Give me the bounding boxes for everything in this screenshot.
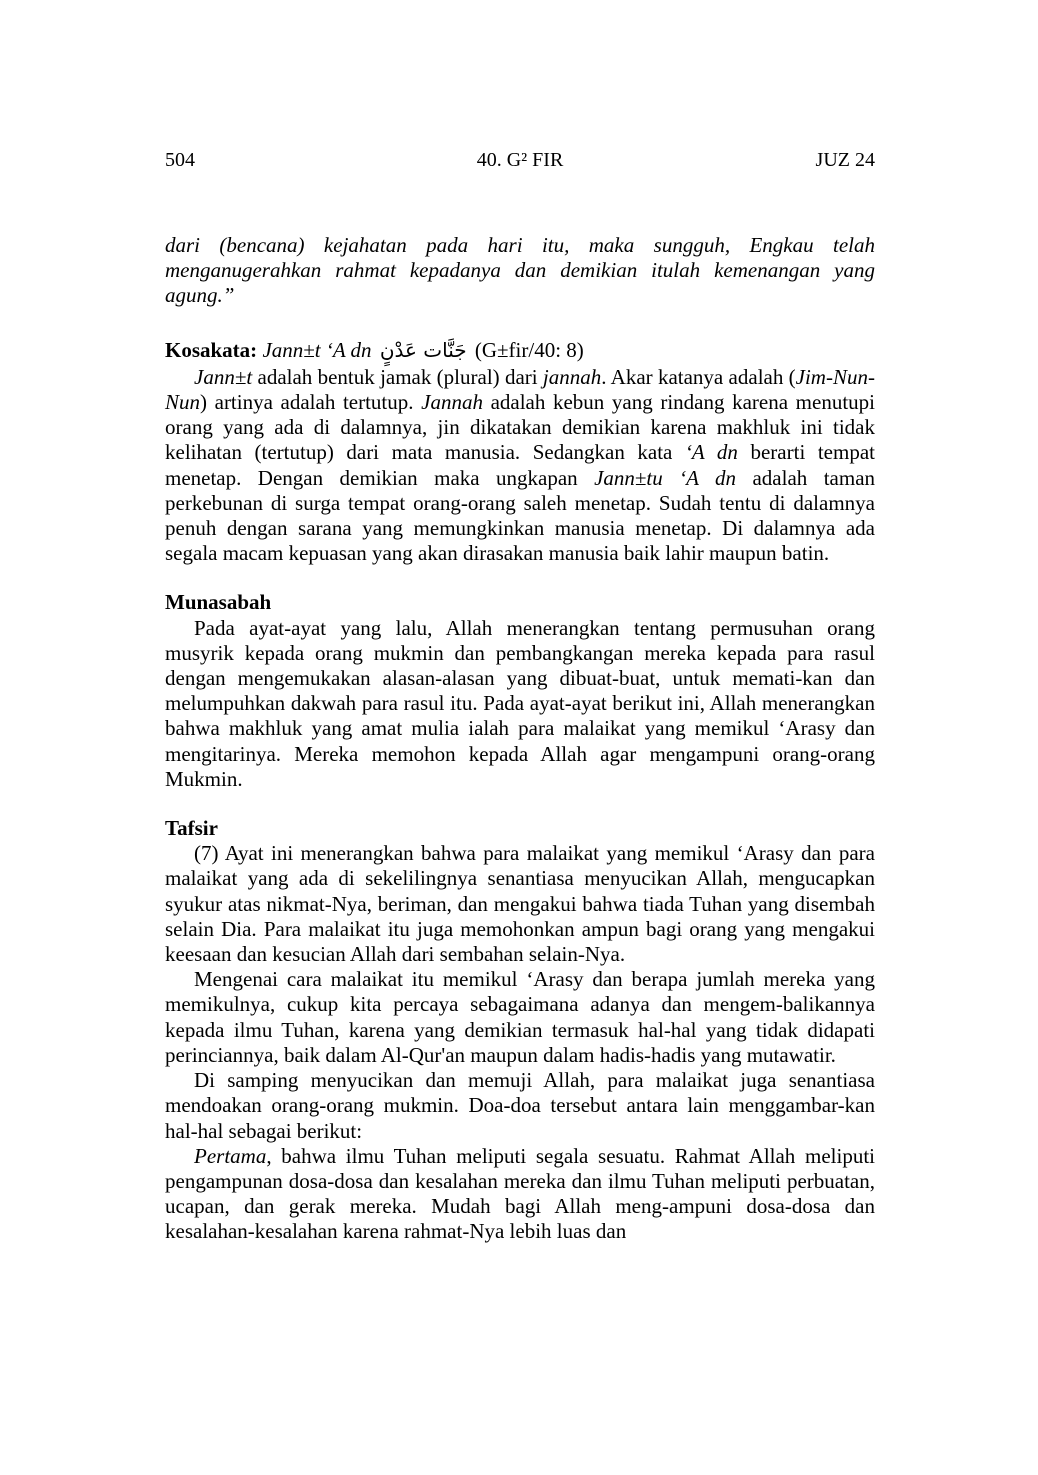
surah-title: 40. G² FIR: [476, 149, 564, 171]
text-run: ) artinya adalah tertutup.: [200, 390, 422, 415]
page-number: 504: [165, 149, 195, 171]
munasabah-paragraph: Pada ayat-ayat yang lalu, Allah menerangkan tentang permusuhan orang musyrik kepada orang mukmin dan pembangkangan mereka kepada para rasul dengan mengemukakan alasan-alasan yang dibuat-buat, untuk memati-kan dan melumpuhkan dakwah para rasul itu. Pada ayat-ayat berikut ini, Allah menerangkan bahwa makhluk yang amat mulia ialah para malaikat yang memikul ‘Arasy dan mengitarinya. Mereka memohon kepada Allah agar mengampuni orang-orang Mukmin.: [165, 615, 875, 791]
kosakata-label: Kosakata:: [165, 337, 258, 362]
term-adn: ‘A dn: [684, 440, 738, 465]
tafsir-heading: Tafsir: [165, 816, 218, 841]
term-jannat: Jann±t: [194, 364, 253, 389]
munasabah-heading: Munasabah: [165, 590, 272, 615]
text-run: . Akar katanya adalah (: [601, 364, 796, 389]
kosakata-heading-line: [165, 338, 875, 363]
term-pertama: Pertama: [194, 1143, 267, 1168]
running-header: [165, 140, 875, 180]
text-run: , bahwa ilmu Tuhan meliputi segala sesuatu. Rahmat Allah meliputi pengampunan dosa-dosa dan kesalahan mereka dan ilmu Tuhan meliputi perbuatan, ucapan, dan gerak mereka. Mudah bagi Allah meng-ampuni dosa-dosa dan kesalahan-kesalahan karena rahmat-Nya lebih luas dan: [165, 1143, 875, 1244]
term-jannah-2: Jannah: [421, 390, 483, 415]
tafsir-paragraph-3: Di samping menyucikan dan memuji Allah, para malaikat juga senantiasa mendoakan orang-orang mukmin. Doa-doa tersebut antara lain menggambar-kan hal-hal sebagai berikut:: [165, 1068, 875, 1143]
translation-quote: dari (bencana) kejahatan pada hari itu, maka sungguh, Engkau telah menganugerahkan rahmat kepadanya dan demikian itulah kemenangan yang agung.”: [165, 233, 875, 308]
juz-label: JUZ 24: [815, 149, 875, 171]
term-jannatu-adn: Jann±tu ‘A dn: [594, 465, 737, 490]
text-run: adalah taman perkebunan di surga tempat orang-orang saleh menetap. Sudah tentu di dalamnya penuh dengan sarana yang memungkinkan manusia menetap. Di dalamnya ada segala macam kepuasan yang akan dirasakan manusia baik lahir maupun batin.: [165, 465, 876, 566]
tafsir-paragraph-2: Mengenai cara malaikat itu memikul ‘Arasy dan berapa jumlah mereka yang memikulnya, cukup kita percaya sebagaimana adanya dan mengem-balikannya kepada ilmu Tuhan, karena yang demikian termasuk hal-hal yang tidak didapati perinciannya, baik dalam Al-Qur'an maupun dalam hadis-hadis yang mutawatir.: [165, 967, 875, 1067]
kosakata-arabic: جَنَّات عَدْنٍ: [379, 337, 467, 362]
text-run: adalah kebun yang rindang karena menutupi orang yang ada di dalamnya, jin dikatakan demikian karena makhluk ini tidak kelihatan (tertutup) dari mata manusia. Sedangkan kata: [165, 390, 875, 465]
kosakata-term: Jann±t ‘A dn: [262, 337, 372, 362]
kosakata-paragraph: [165, 365, 875, 567]
tafsir-paragraph-1: (7) Ayat ini menerangkan bahwa para malaikat yang memikul ‘Arasy dan para malaikat yang ada di sekelilingnya senantiasa menyucikan Allah, mengucapkan syukur atas nikmat-Nya, beriman, dan mengakui bahwa tiada Tuhan yang disembah selain Dia. Para malaikat itu juga memohonkan ampun bagi orang yang mengakui keesaan dan kesucian Allah dari sembahan selain-Nya.: [165, 841, 875, 967]
term-root: Jim-Nun-Nun: [165, 364, 875, 415]
book-page: [165, 140, 875, 1245]
term-jannah: jannah: [542, 364, 602, 389]
text-run: berarti tempat menetap. Dengan demikian maka ungkapan: [165, 440, 875, 490]
text-run: adalah bentuk jamak (plural) dari: [252, 364, 543, 389]
kosakata-reference: (G±fir/40: 8): [474, 337, 584, 362]
tafsir-paragraph-4: [165, 1144, 875, 1245]
